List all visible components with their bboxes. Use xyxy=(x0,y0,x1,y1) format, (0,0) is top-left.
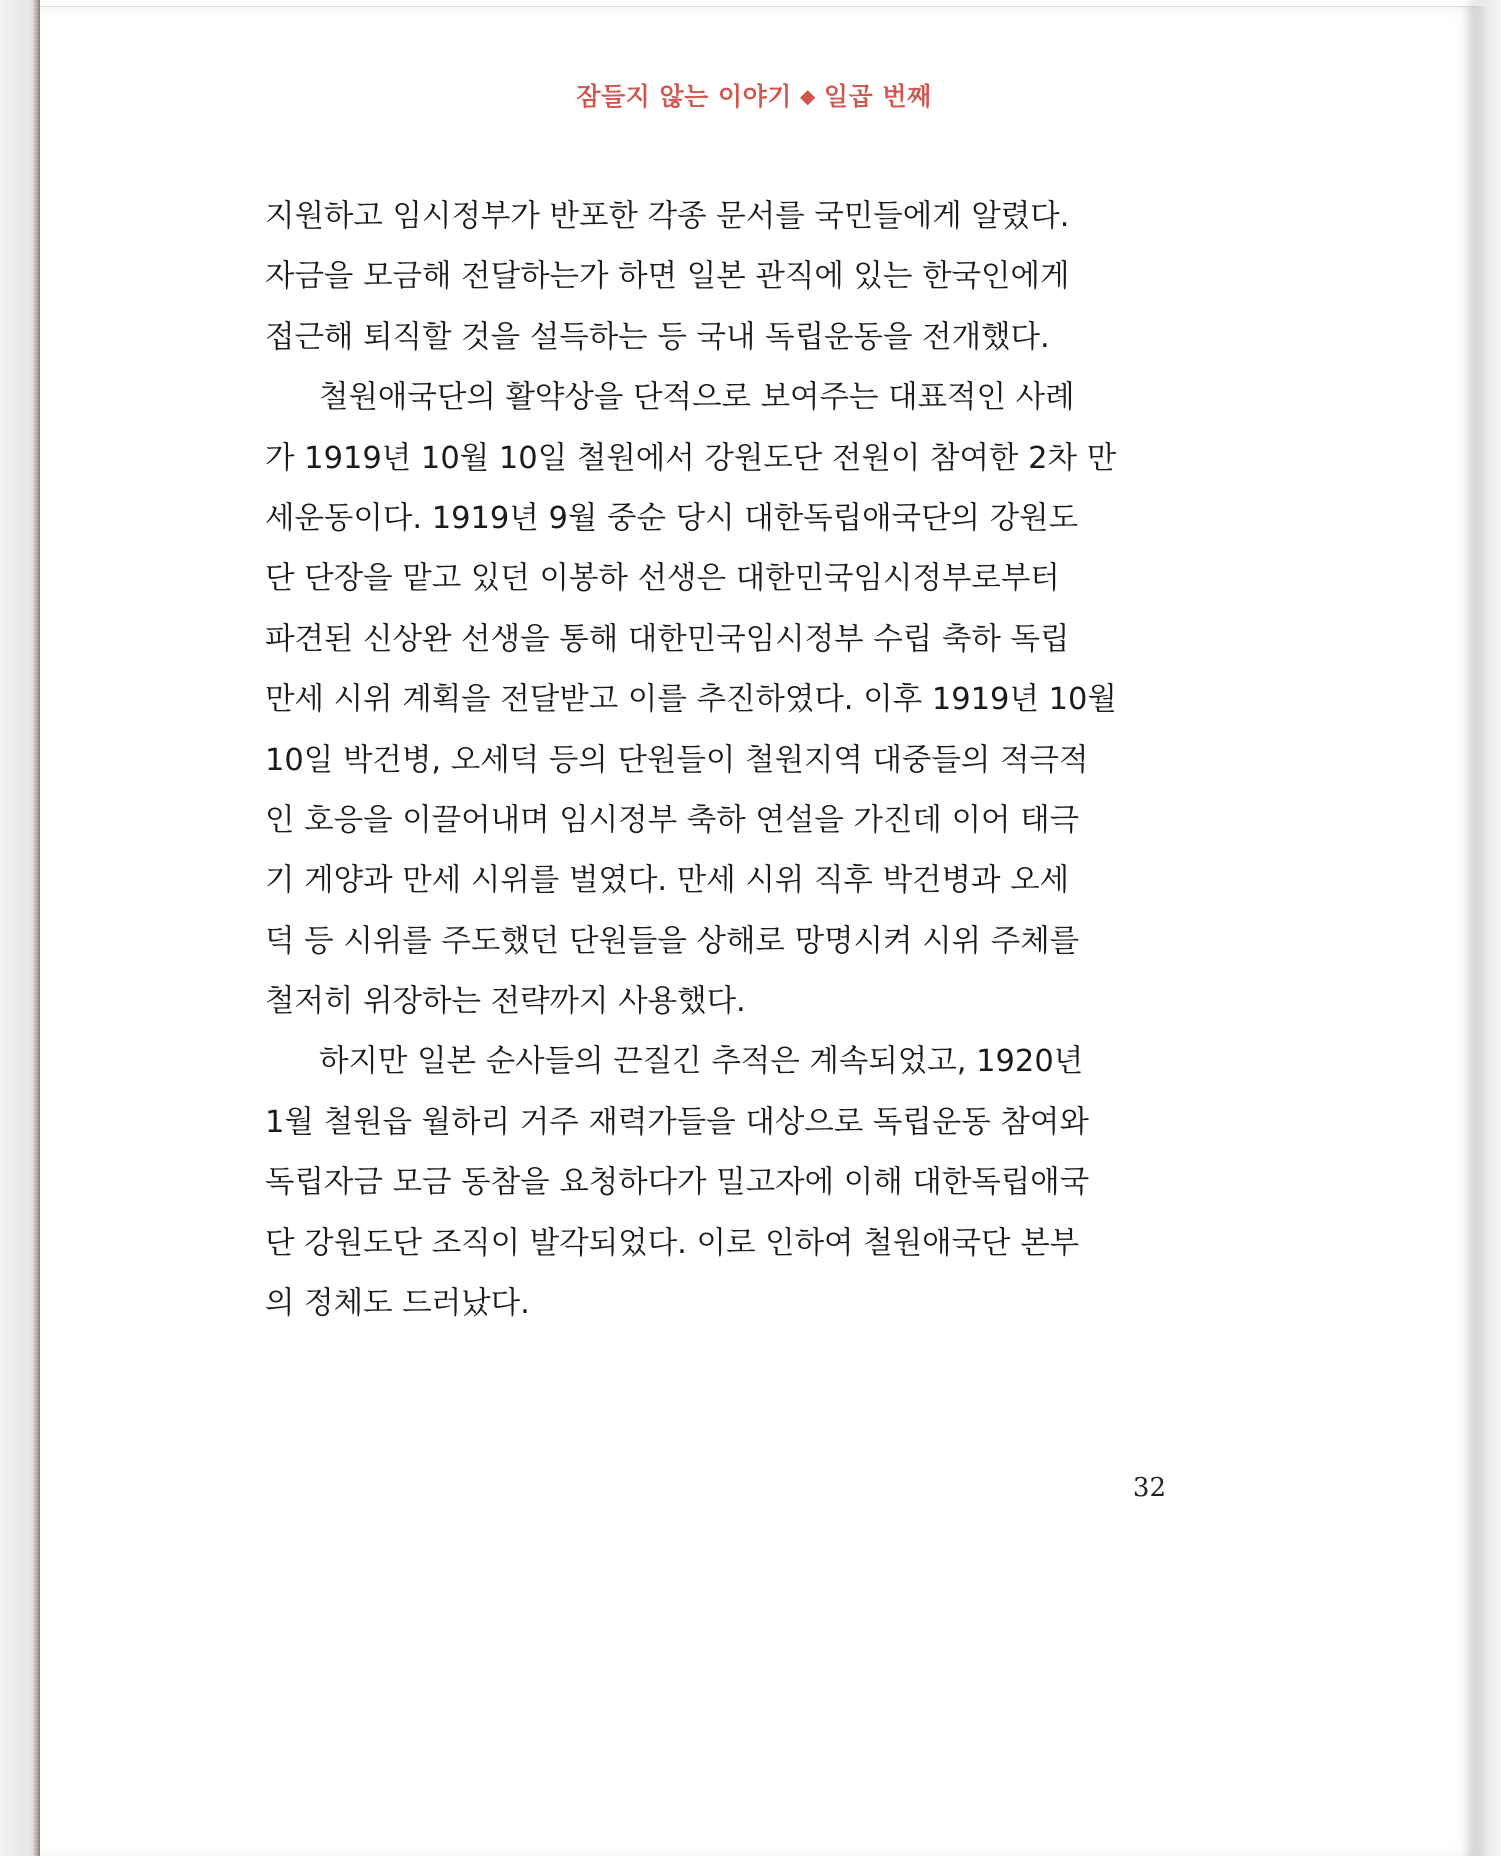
volume-label: 일곱 번째 xyxy=(823,82,932,111)
text-line: 단 단장을 맡고 있던 이봉하 선생은 대한민국임시정부로부터 xyxy=(265,561,1060,597)
text-line: 만세 시위 계획을 전달받고 이를 추진하였다. 이후 1919년 10월 xyxy=(265,682,1117,718)
text-line: 접근해 퇴직할 것을 설득하는 등 국내 독립운동을 전개했다. xyxy=(265,319,1050,355)
text-line: 가 1919년 10월 10일 철원에서 강원도단 전원이 참여한 2차 만 xyxy=(265,440,1117,476)
text-line: 1월 철원읍 월하리 거주 재력가들을 대상으로 독립운동 참여와 xyxy=(265,1104,1089,1140)
text-line: 철원애국단의 활약상을 단적으로 보여주는 대표적인 사례 xyxy=(319,380,1075,416)
text-line: 세운동이다. 1919년 9월 중순 당시 대한독립애국단의 강원도 xyxy=(265,500,1079,536)
page-number: 32 xyxy=(1132,1473,1166,1503)
text-line: 기 게양과 만세 시위를 벌였다. 만세 시위 직후 박건병과 오세 xyxy=(265,863,1070,899)
text-line: 인 호응을 이끌어내며 임시정부 축하 연설을 가진데 이어 태극 xyxy=(265,802,1080,838)
text-line: 독립자금 모금 동참을 요청하다가 밀고자에 이해 대한독립애국 xyxy=(265,1165,1090,1201)
text-line: 하지만 일본 순사들의 끈질긴 추적은 계속되었고, 1920년 xyxy=(319,1044,1084,1080)
series-title: 잠들지 않는 이야기 xyxy=(576,82,792,111)
text-line: 자금을 모금해 전달하는가 하면 일본 관직에 있는 한국인에게 xyxy=(265,259,1070,295)
body-text xyxy=(265,187,1117,1334)
text-line: 지원하고 임시정부가 반포한 각종 문서를 국민들에게 알렸다. xyxy=(265,199,1070,234)
page-shadow-right xyxy=(1461,0,1501,1856)
text-line: 10일 박건병, 오세덕 등의 단원들이 철원지역 대중들의 적극적 xyxy=(265,742,1089,778)
diamond-separator-icon: ◆ xyxy=(799,84,816,108)
text-line: 철저히 위장하는 전략까지 사용했다. xyxy=(265,984,746,1020)
text-line: 의 정체도 드러났다. xyxy=(265,1286,530,1322)
running-header xyxy=(40,77,1468,113)
text-line: 덕 등 시위를 주도했던 단원들을 상해로 망명시켜 시위 주체를 xyxy=(265,923,1080,959)
text-line: 단 강원도단 조직이 발각되었다. 이로 인하여 철원애국단 본부 xyxy=(265,1225,1080,1261)
text-line: 파견된 신상완 선생을 통해 대한민국임시정부 수립 축하 독립 xyxy=(265,621,1070,657)
book-page xyxy=(40,6,1488,1856)
